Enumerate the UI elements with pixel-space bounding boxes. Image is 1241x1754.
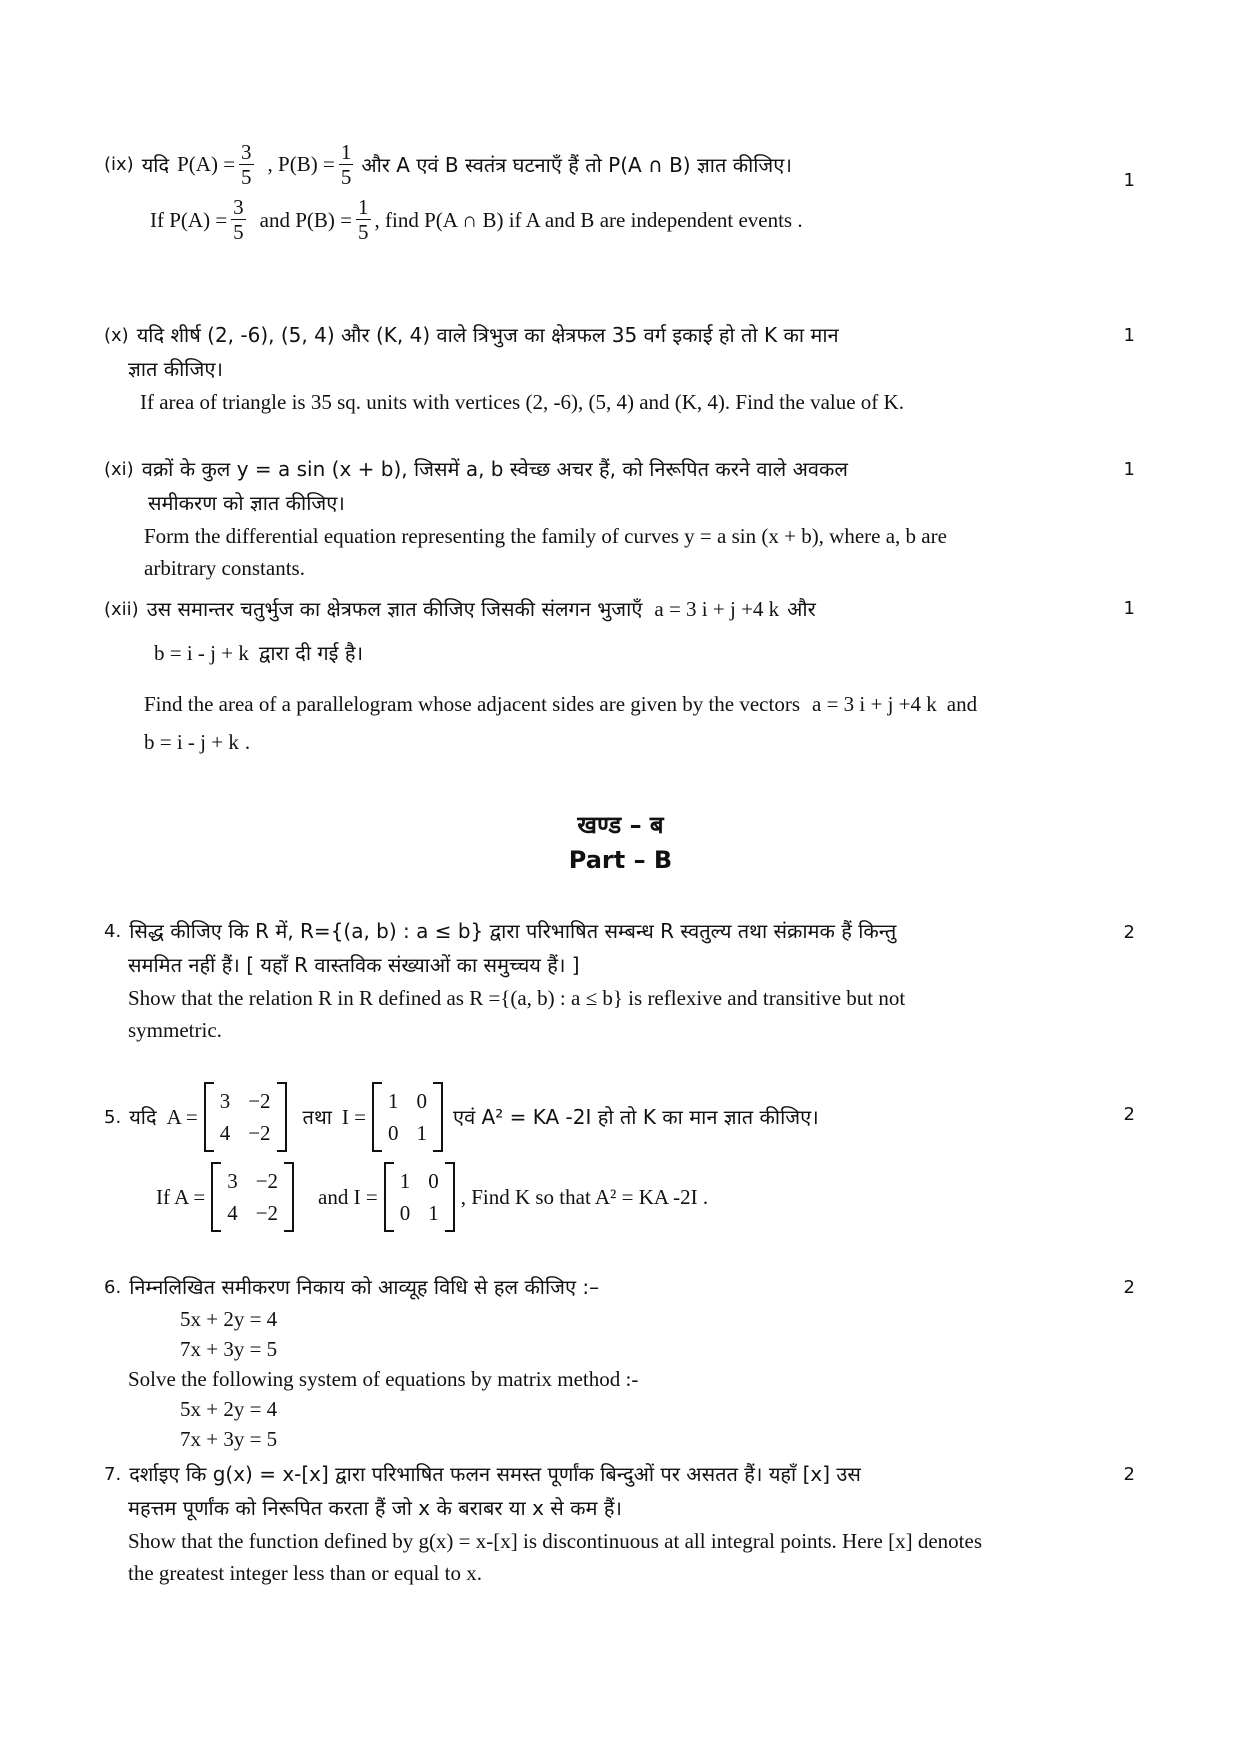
fraction: $\frac{3}{5}$: [233, 195, 244, 244]
fraction: $\frac{1}{5}$: [340, 140, 352, 189]
english-text: Show that the relation R in R defined as R ={(a, b) : a ≤ b} is reflexive and transitive but not: [128, 986, 906, 1010]
marks: 1: [1123, 170, 1135, 191]
hindi-text: तथा: [302, 1105, 332, 1129]
question-6: [104, 1270, 1104, 1454]
vector-a: a = 3 i + j +4 k: [654, 596, 780, 621]
english-text: and: [946, 692, 978, 716]
english-text: If P(A) =: [150, 207, 228, 232]
section-heading-hindi: खण्ड – ब: [577, 811, 664, 839]
marks: 2: [1123, 922, 1135, 943]
hindi-text: और A एवं B स्वतंत्र घटनाएँ हैं तो P(A ∩ B) ज्ञात कीजिए।: [361, 152, 792, 177]
hindi-text: और: [787, 597, 816, 621]
english-text: Find the area of a parallelogram whose adjacent sides are given by the vectors: [144, 692, 800, 716]
marks: 1: [1123, 325, 1135, 346]
equation: 7x + 3y = 5: [180, 1427, 278, 1451]
question-number: (ix): [104, 154, 134, 175]
expression: , P(B) =: [267, 152, 335, 176]
question-xii: [104, 592, 1104, 755]
expression: I =: [341, 1104, 367, 1129]
english-text: Form the differential equation representing the family of curves y = a sin (x + b), where a, b are: [144, 524, 947, 548]
hindi-text: महत्तम पूर्णांक को निरूपित करता हैं जो x के बराबर या x से कम हैं।: [128, 1496, 623, 1520]
hindi-text: वक्रों के कुल y = a sin (x + b), जिसमें a, b स्वेच्छ अचर हैं, को निरूपित करने वाले अवकल: [141, 457, 848, 481]
equation: 5x + 2y = 4: [180, 1397, 278, 1421]
english-text: arbitrary constants.: [144, 556, 305, 580]
question-7: [104, 1457, 1104, 1589]
question-5: [104, 1082, 1104, 1232]
punctuation: .: [244, 730, 251, 754]
question-ix: [104, 140, 1104, 244]
english-text: , Find K so that A² = KA -2I .: [460, 1185, 709, 1209]
equation: 7x + 3y = 5: [180, 1337, 278, 1361]
question-4: [104, 914, 1104, 1046]
question-xi: [104, 452, 1104, 584]
english-text: Show that the function defined by g(x) = x-[x] is discontinuous at all integral points. Here [x] denotes: [128, 1529, 982, 1553]
marks: 1: [1123, 598, 1135, 619]
marks: 2: [1123, 1277, 1135, 1298]
equation: 5x + 2y = 4: [180, 1307, 278, 1331]
hindi-text: निम्नलिखित समीकरण निकाय को आव्यूह विधि से हल कीजिए :–: [129, 1275, 600, 1299]
question-number: 5.: [104, 1106, 122, 1128]
english-text: If area of triangle is 35 sq. units with vertices (2, -6), (5, 4) and (K, 4). Find the value of K.: [140, 390, 904, 414]
hindi-text: सिद्ध कीजिए कि R में, R={(a, b) : a ≤ b} द्वारा परिभाषित सम्बन्ध R स्वतुल्य तथा संक्रामक हैं किन्तु: [129, 919, 897, 943]
matrix-a: 3 −2 4 −2: [211, 1162, 294, 1232]
expression: P(A) =: [177, 152, 236, 176]
english-text: and P(B) =: [259, 207, 353, 232]
question-number: 4.: [104, 920, 122, 942]
matrix-a: 3 −2 4 −2: [204, 1082, 287, 1152]
question-number: 7.: [104, 1463, 122, 1485]
question-x: [104, 318, 1104, 418]
hindi-text: समीकरण को ज्ञात कीजिए।: [148, 491, 345, 515]
english-text: , find P(A ∩ B) if A and B are independent events .: [374, 207, 803, 232]
hindi-text: एवं A² = KA -2I हो तो K का मान ज्ञात कीजिए।: [453, 1105, 819, 1129]
hindi-text: ज्ञात कीजिए।: [128, 357, 223, 381]
english-text: symmetric.: [128, 1018, 222, 1042]
english-text: and I =: [318, 1185, 378, 1209]
english-text: the greatest integer less than or equal to x.: [128, 1561, 482, 1585]
hindi-text: यदि: [141, 152, 170, 177]
question-number: (xii): [104, 598, 139, 620]
question-number: (x): [104, 324, 129, 346]
matrix-i: 1 0 0 1: [384, 1162, 455, 1232]
fraction: $\frac{3}{5}$: [241, 140, 252, 189]
marks: 1: [1123, 459, 1135, 480]
marks: 2: [1123, 1464, 1135, 1485]
matrix-i: 1 0 0 1: [372, 1082, 443, 1152]
marks: 2: [1123, 1104, 1135, 1125]
vector-b: b = i - j + k: [154, 640, 249, 665]
question-number: (xi): [104, 458, 134, 480]
hindi-text: यदि शीर्ष (2, -6), (5, 4) और (K, 4) वाले त्रिभुज का क्षेत्रफल 35 वर्ग इकाई हो तो K का मान: [136, 323, 839, 347]
hindi-text: दर्शाइए कि g(x) = x-[x] द्वारा परिभाषित फलन समस्त पूर्णांक बिन्दुओं पर असतत हैं। यहाँ [x] उस: [129, 1462, 861, 1486]
fraction: $\frac{1}{5}$: [358, 195, 369, 244]
hindi-text: द्वारा दी गई है।: [258, 641, 364, 665]
english-text: Solve the following system of equations by matrix method :-: [128, 1367, 639, 1391]
vector-b: b = i - j + k: [144, 730, 239, 754]
hindi-text: उस समान्तर चतुर्भुज का क्षेत्रफल ज्ञात कीजिए जिसकी संलगन भुजाएँ: [146, 597, 643, 621]
hindi-text: सममित नहीं हैं। [ यहाँ R वास्तविक संख्याओं का समुच्चय हैं। ]: [128, 953, 580, 977]
english-text: If A =: [156, 1185, 206, 1209]
section-heading-english: Part – B: [568, 846, 673, 874]
question-number: 6.: [104, 1276, 122, 1298]
hindi-text: यदि: [129, 1105, 157, 1129]
expression: A =: [166, 1104, 198, 1129]
vector-a: a = 3 i + j +4 k: [812, 691, 937, 716]
